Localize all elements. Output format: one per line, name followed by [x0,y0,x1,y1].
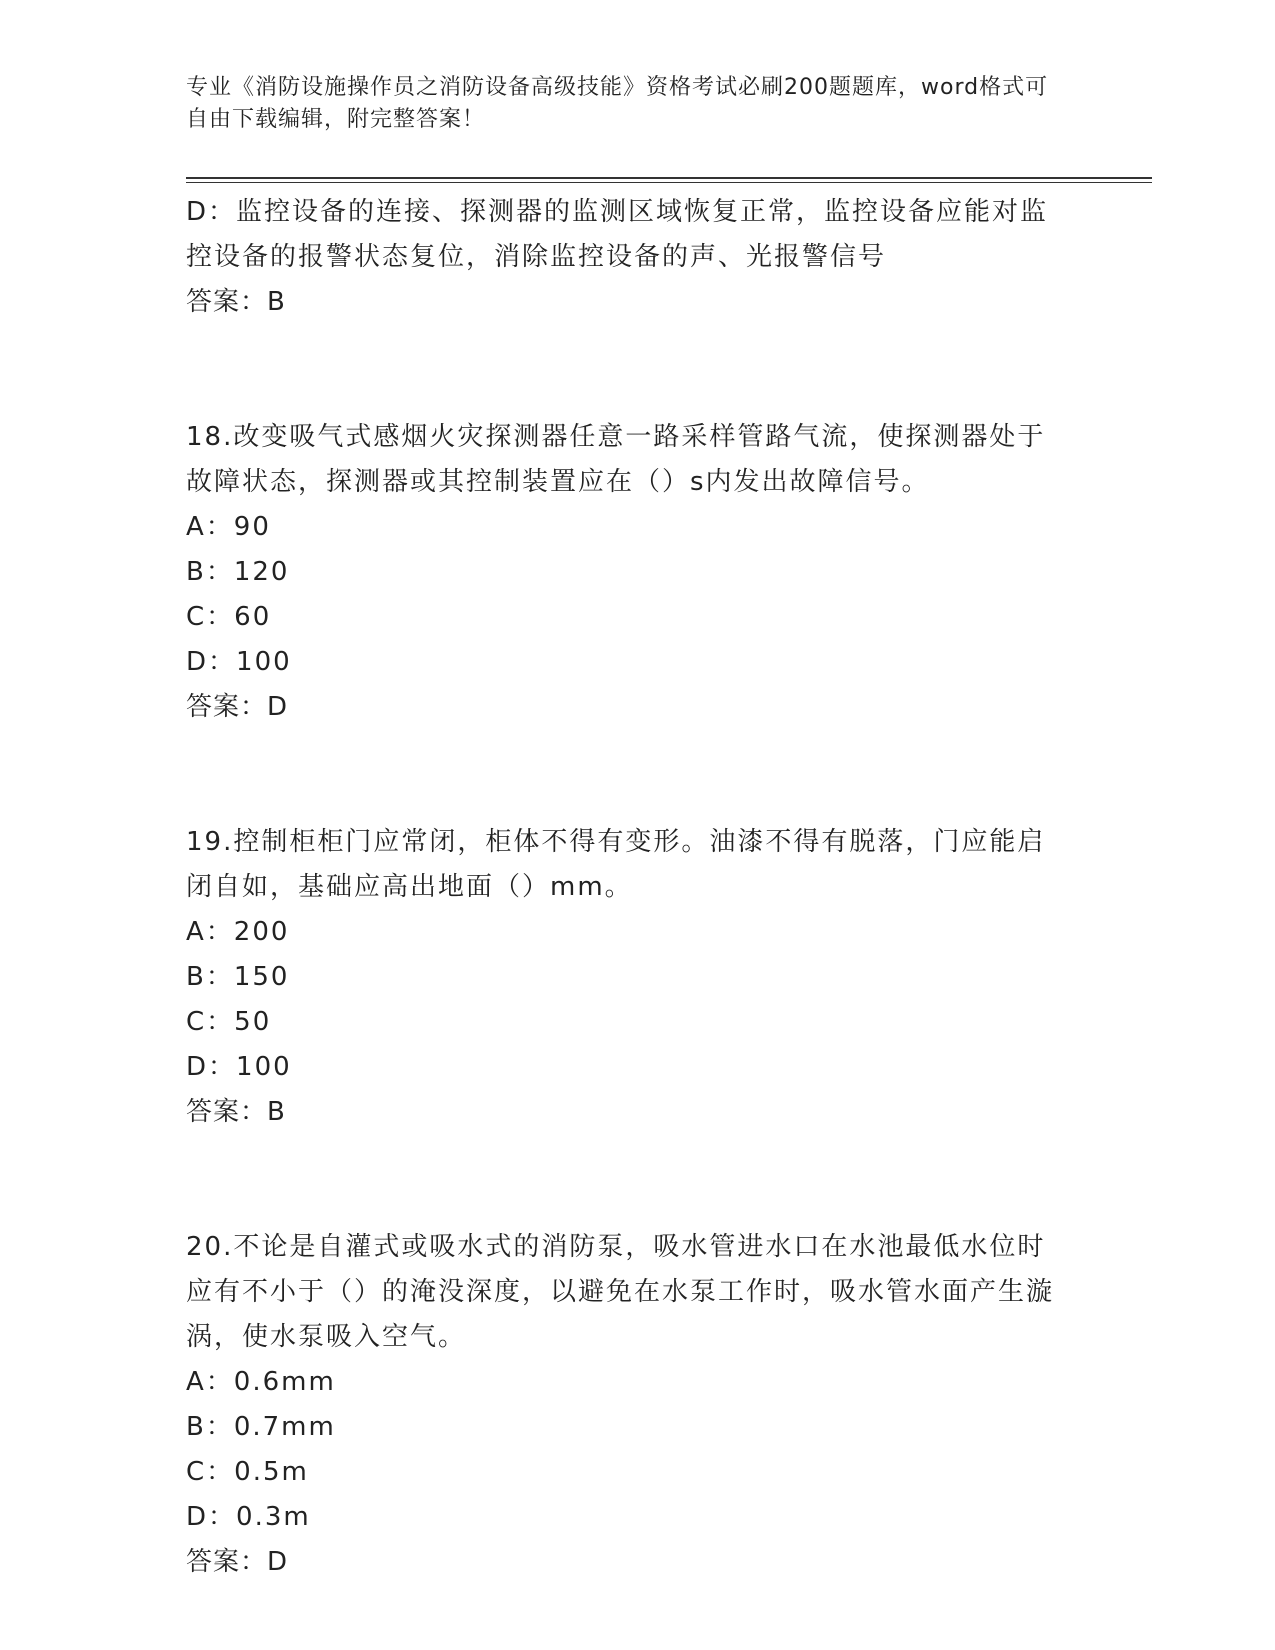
option-d: D：监控设备的连接、探测器的监测区域恢复正常，监控设备应能对监控设备的报警状态复位，消除监控设备的声、光报警信号 [186,197,1049,272]
previous-question-tail [186,190,1066,325]
question-stem: 18.改变吸气式感烟火灾探测器任意一路采样管路气流，使探测器处于故障状态，探测器或其控制装置应在（）s内发出故障信号。 [186,422,1046,497]
spacer [186,730,1066,820]
option-b: B：150 [186,962,290,992]
document-header: 专业《消防设施操作员之消防设备高级技能》资格考试必刷200题题库，word格式可自由下载编辑，附完整答案！ [186,75,1049,132]
option-b: B：0.7mm [186,1412,336,1442]
answer-line: 答案：D [186,692,289,722]
option-a: A：0.6mm [186,1367,336,1397]
spacer [186,325,1066,415]
option-d: D：0.3m [186,1502,311,1532]
spacer [186,1135,1066,1225]
header-divider-thick [186,177,1152,179]
option-c: C：50 [186,1007,272,1037]
question-content [186,190,1066,1585]
question-block-18 [186,415,1066,730]
header-divider-thin [186,182,1152,183]
option-c: C：0.5m [186,1457,309,1487]
option-a: A：90 [186,512,271,542]
option-d: D：100 [186,1052,292,1082]
option-d: D：100 [186,647,292,677]
answer-line: 答案：D [186,1547,289,1577]
answer-line: 答案：B [186,1097,286,1127]
question-block-19 [186,820,1066,1135]
option-a: A：200 [186,917,290,947]
question-stem: 19.控制柜柜门应常闭，柜体不得有变形。油漆不得有脱落，门应能启闭自如，基础应高出地面（）mm。 [186,827,1046,902]
question-stem: 20.不论是自灌式或吸水式的消防泵，吸水管进水口在水池最低水位时应有不小于（）的淹没深度，以避免在水泵工作时，吸水管水面产生漩涡，使水泵吸入空气。 [186,1232,1055,1352]
option-c: C：60 [186,602,272,632]
answer-line: 答案：B [186,287,286,317]
question-block-20 [186,1225,1066,1585]
option-b: B：120 [186,557,290,587]
